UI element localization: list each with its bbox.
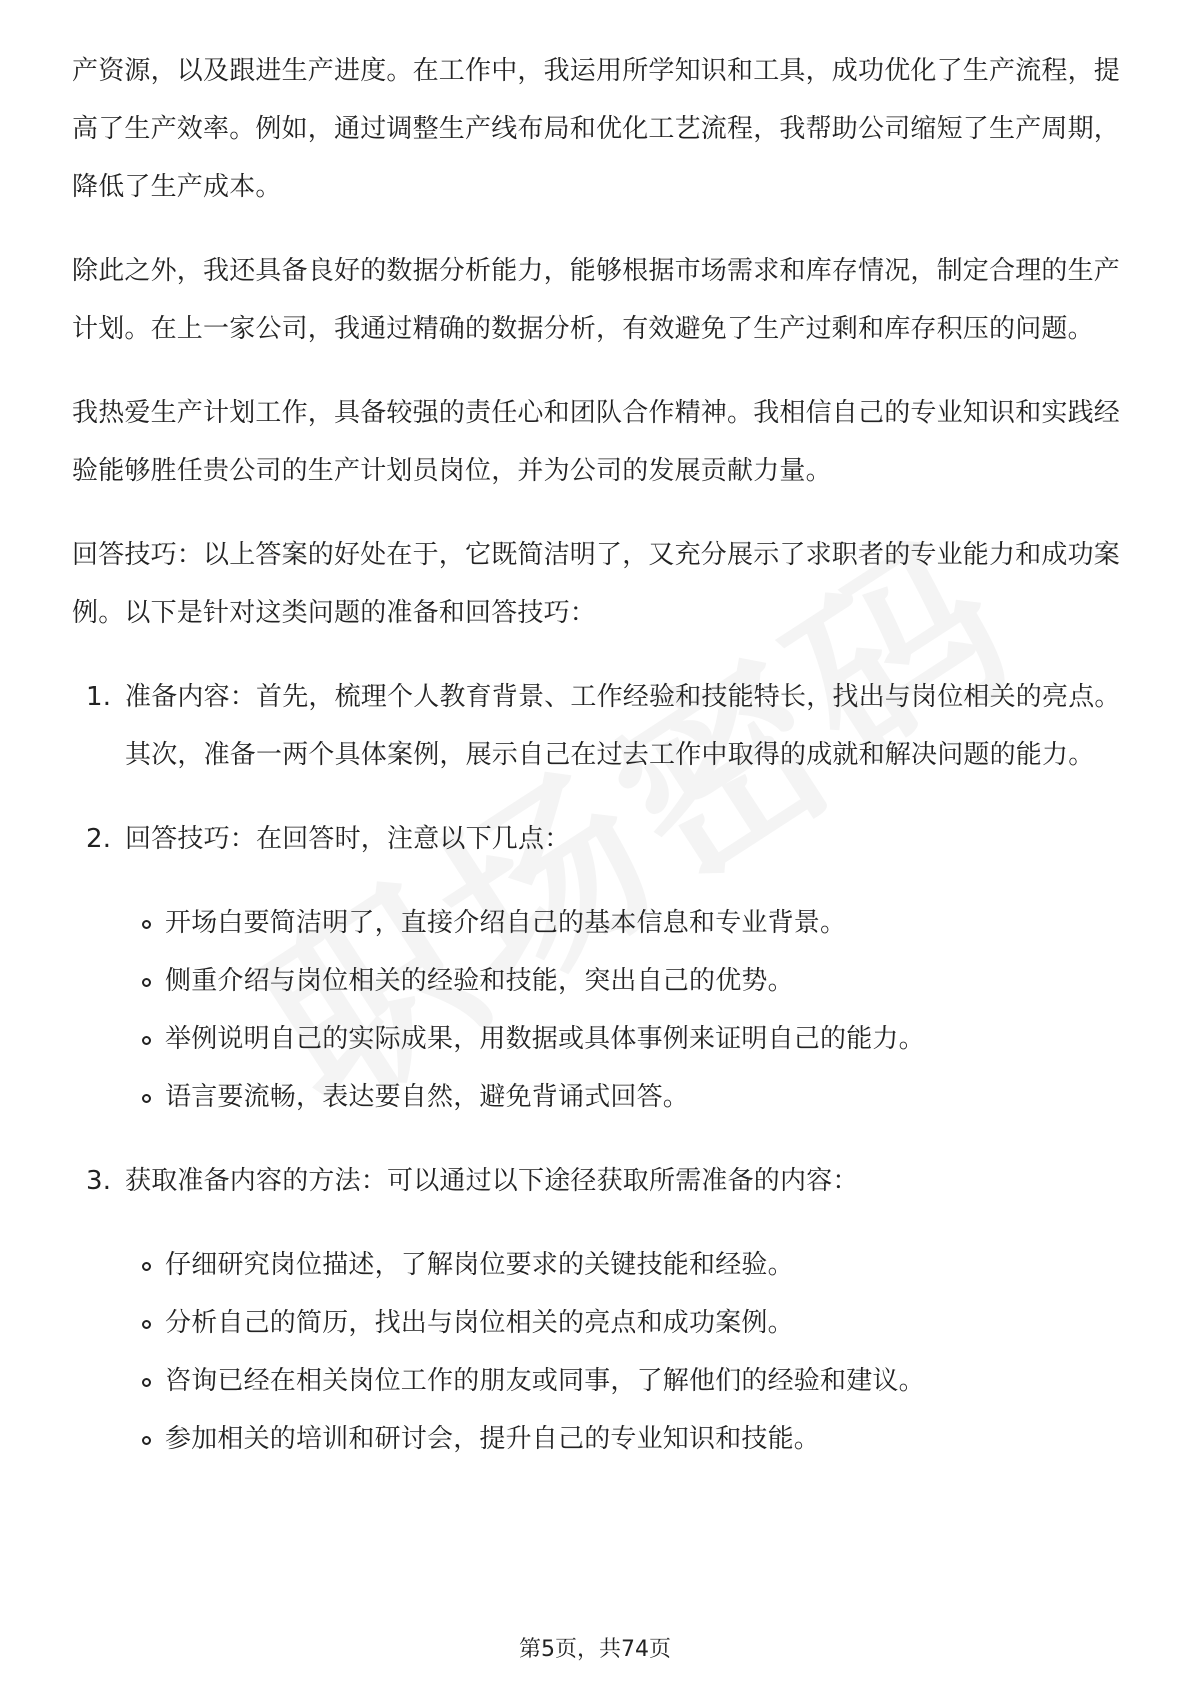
circle-bullet-icon (142, 1378, 151, 1387)
sub-list-item-text: 侧重介绍与岗位相关的经验和技能，突出自己的优势。 (165, 966, 794, 996)
circle-bullet-icon (142, 1262, 151, 1271)
sub-list-item (125, 1352, 1122, 1410)
sub-list-item (125, 1068, 1122, 1126)
page-content (72, 42, 1122, 1494)
sub-list-item-text: 分析自己的简历，找出与岗位相关的亮点和成功案例。 (165, 1308, 794, 1338)
sub-list (125, 894, 1122, 1126)
circle-bullet-icon (142, 1036, 151, 1045)
sub-list-item (125, 894, 1122, 952)
list-item (72, 668, 1122, 784)
paragraph: 我热爱生产计划工作，具备较强的责任心和团队合作精神。我相信自己的专业知识和实践经验能够胜任贵公司的生产计划员岗位，并为公司的发展贡献力量。 (72, 398, 1121, 486)
sub-list-item-text: 举例说明自己的实际成果，用数据或具体事例来证明自己的能力。 (165, 1024, 925, 1054)
page-footer: 第5页，共74页 (519, 1637, 671, 1662)
numbered-list (72, 668, 1122, 1468)
list-item-text: 回答技巧：在回答时，注意以下几点： (125, 824, 571, 854)
paragraph: 产资源，以及跟进生产进度。在工作中，我运用所学知识和工具，成功优化了生产流程，提高了生产效率。例如，通过调整生产线布局和优化工艺流程，我帮助公司缩短了生产周期，降低了生产成本。 (72, 56, 1121, 202)
sub-list-item-text: 开场白要简洁明了，直接介绍自己的基本信息和专业背景。 (165, 908, 847, 938)
list-item-text: 准备内容：首先，梳理个人教育背景、工作经验和技能特长，找出与岗位相关的亮点。其次，准备一两个具体案例，展示自己在过去工作中取得的成就和解决问题的能力。 (125, 682, 1121, 770)
list-item (72, 1152, 1122, 1468)
list-number: 3. (86, 1166, 112, 1196)
circle-bullet-icon (142, 1320, 151, 1329)
circle-bullet-icon (142, 1436, 151, 1445)
sub-list-item (125, 1236, 1122, 1294)
sub-list-item (125, 1010, 1122, 1068)
list-item-text: 获取准备内容的方法：可以通过以下途径获取所需准备的内容： (125, 1166, 859, 1196)
list-number: 2. (86, 824, 112, 854)
sub-list-item-text: 参加相关的培训和研讨会，提升自己的专业知识和技能。 (165, 1424, 821, 1454)
sub-list-item-text: 语言要流畅，表达要自然，避免背诵式回答。 (165, 1082, 690, 1112)
paragraph: 除此之外，我还具备良好的数据分析能力，能够根据市场需求和库存情况，制定合理的生产计划。在上一家公司，我通过精确的数据分析，有效避免了生产过剩和库存积压的问题。 (72, 256, 1121, 344)
circle-bullet-icon (142, 1094, 151, 1103)
paragraph: 回答技巧：以上答案的好处在于，它既简洁明了，又充分展示了求职者的专业能力和成功案例。以下是针对这类问题的准备和回答技巧： (72, 540, 1121, 628)
circle-bullet-icon (142, 920, 151, 929)
list-number: 1. (86, 682, 112, 712)
sub-list-item-text: 咨询已经在相关岗位工作的朋友或同事，了解他们的经验和建议。 (165, 1366, 925, 1396)
sub-list (125, 1236, 1122, 1468)
sub-list-item (125, 952, 1122, 1010)
sub-list-item (125, 1410, 1122, 1468)
list-item (72, 810, 1122, 1126)
sub-list-item (125, 1294, 1122, 1352)
sub-list-item-text: 仔细研究岗位描述，了解岗位要求的关键技能和经验。 (165, 1250, 794, 1280)
circle-bullet-icon (142, 978, 151, 987)
